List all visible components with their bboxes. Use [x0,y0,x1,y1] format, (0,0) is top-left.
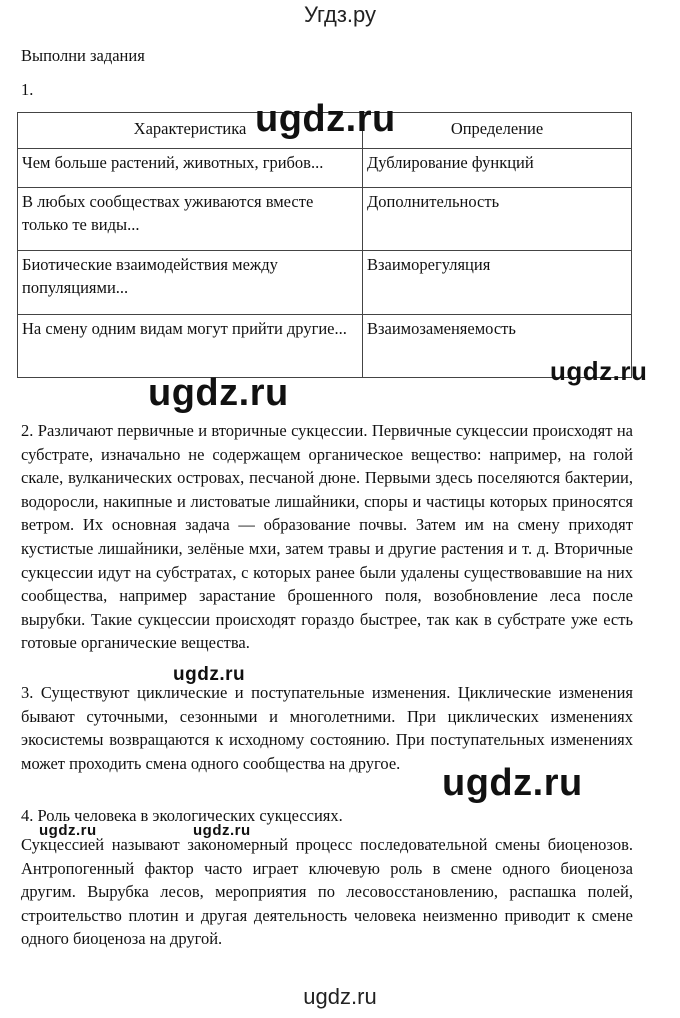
item-1-label: 1. [21,80,34,99]
paragraph-2: 2. Различают первичные и вторичные сукцессии. Первичные сукцессии происходят на субстрате, изначально не содержащем органическое вещество: например, на голой скале, вулканических островах, песчаной дюне. Первыми здесь поселяются бактерии, водоросли, накипные и листоватые лишайники, споры и частицы которых приносятся ветром. Их основная задача — образование почвы. Затем им на смену приходят кустистые лишайники, зелёные мхи, затем травы и другие растения и т. д. Вторичные сукцессии идут на субстратах, с которых ранее были удалены существовавшие на них сообщества, например зарастание брошенного поля, возобновление леса после вырубки. Такие сукцессии происходят гораздо быстрее, так как в субстрате уже есть готовые органические вещества. [21,421,633,653]
paragraph-4-title: 4. Роль человека в экологических сукцессиях. [21,806,343,825]
table-row [18,315,632,378]
table-cell: Дополнительность [363,188,632,251]
task-title: Выполни задания [21,46,145,65]
column-header-definition: Определение [363,113,632,149]
column-header-characteristic: Характеристика [18,113,363,149]
table-cell: Взаиморегуляция [363,251,632,315]
table-cell: Взаимозаменяемость [363,315,632,378]
watermark: ugdz.ru [550,356,648,386]
watermark: ugdz.ru [173,664,246,685]
paragraph-4: Сукцессией называют закономерный процесс последовательной смены биоценозов. Антропогенный фактор часто играет ключевую роль в смене одного биоценоза другим. Вырубка лесов, мероприятия по лесовосстановлению, распашка полей, строительство плотин и другая деятельность человека неизменно приводит к смене одного биоценоза на другой. [21,835,633,949]
table-cell: На смену одним видам могут прийти другие... [18,315,363,378]
table-row [18,149,632,188]
watermark: ugdz.ru [193,822,251,839]
site-footer: ugdz.ru [303,984,377,1009]
paragraph-3: 3. Существуют циклические и поступательные изменения. Циклические изменения бывают суточными, сезонными и многолетними. При циклических изменениях экосистемы возвращаются к исходному состоянию. При поступательных изменениях может проходить смена одного сообщества на другое. [21,683,633,773]
definitions-table [17,112,632,378]
watermark: ugdz.ru [148,372,289,414]
table-cell: Биотические взаимодействия между популяциями... [18,251,363,315]
table-row [18,188,632,251]
table-cell: Чем больше растений, животных, грибов... [18,149,363,188]
table-cell: Дублирование функций [363,149,632,188]
watermark: ugdz.ru [39,822,97,839]
table-row [18,251,632,315]
site-header: Угдз.ру [303,2,377,27]
table-cell: В любых сообществах уживаются вместе только те виды... [18,188,363,251]
watermark: ugdz.ru [255,98,396,140]
watermark: ugdz.ru [442,762,583,804]
